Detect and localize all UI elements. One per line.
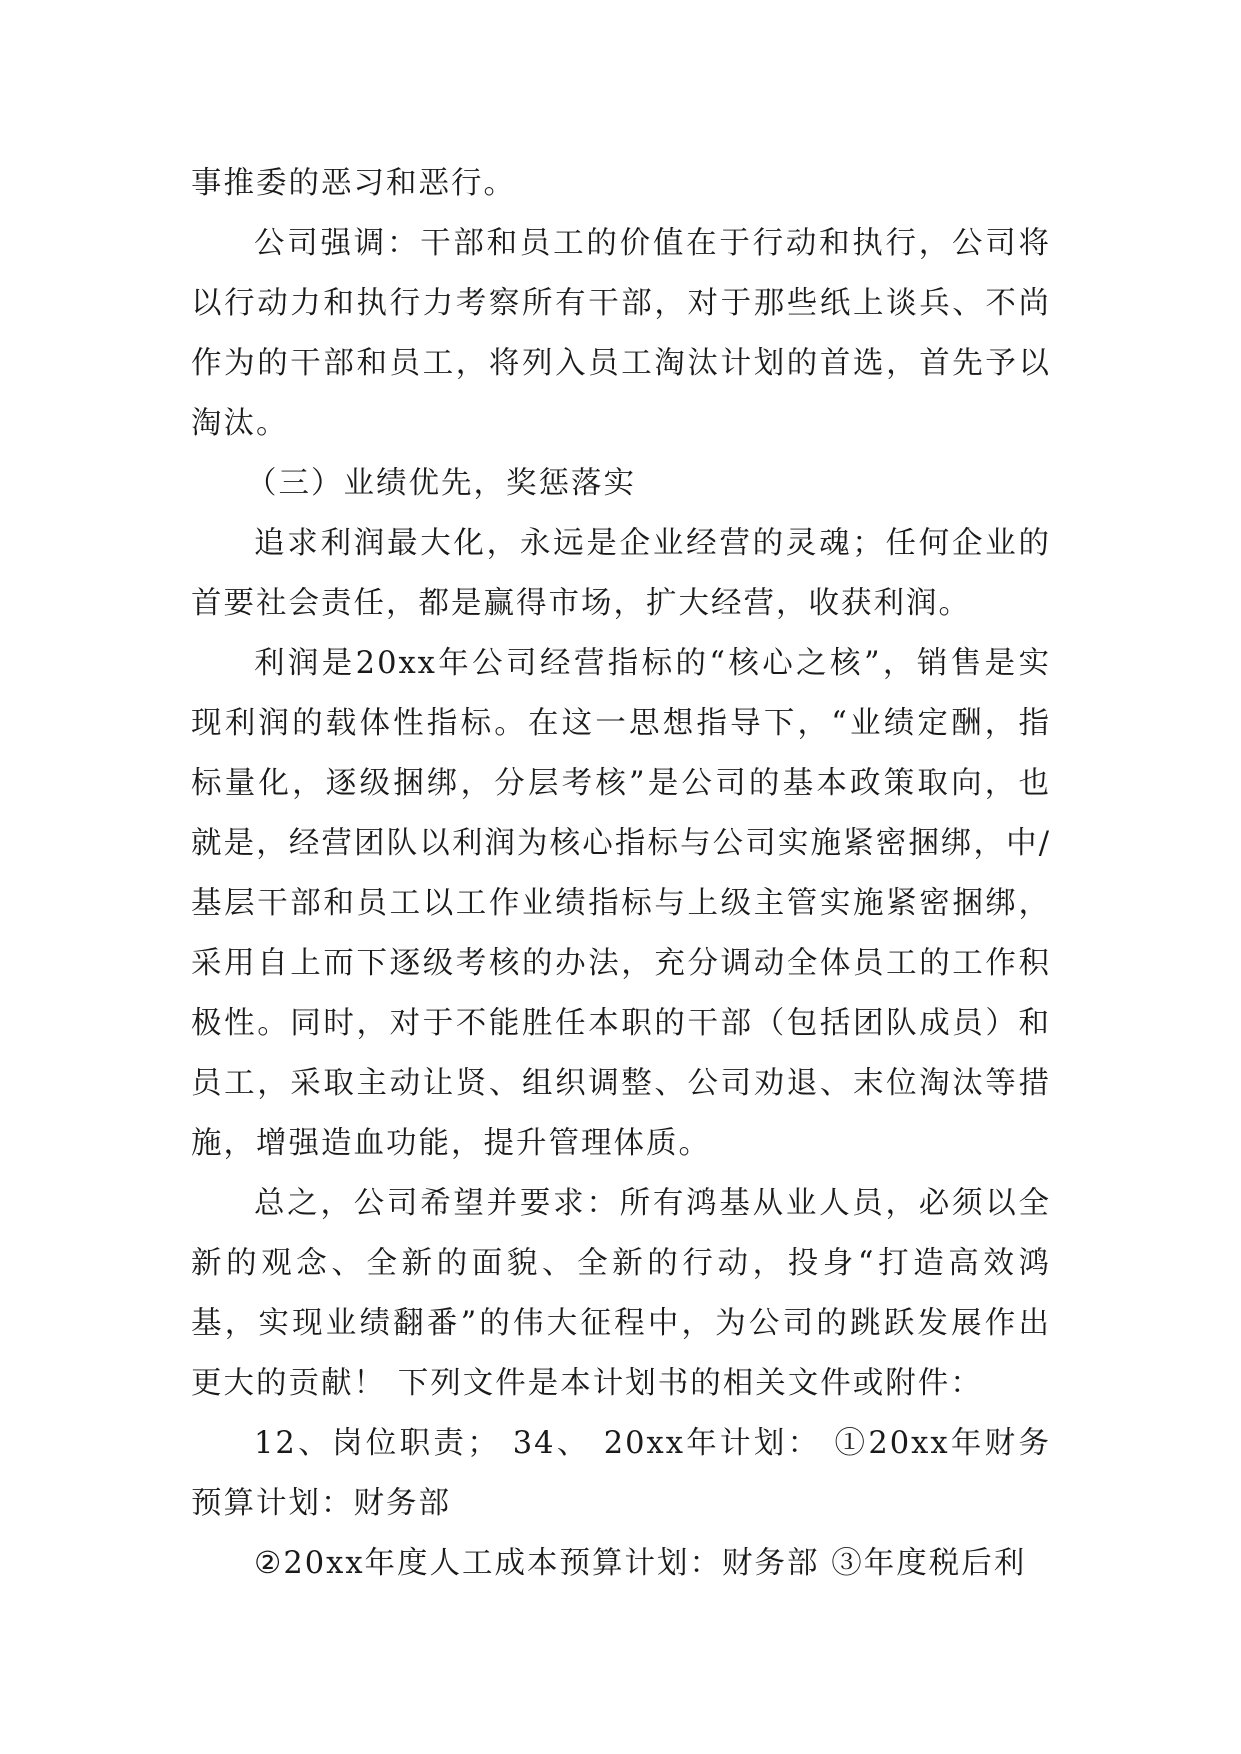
paragraph-attachments-continued: ②20xx年度人工成本预算计划：财务部 ③年度税后利 xyxy=(254,1546,1027,1581)
paragraph-profit-maximization: 追求利润最大化，永远是企业经营的灵魂；任何企业的首要社会责任，都是赢得市场，扩大经营，收获利润。 xyxy=(191,526,1051,621)
paragraph-profit-core: 利润是20xx年公司经营指标的“核心之核”，销售是实现利润的载体性指标。在这一思想指导下，“业绩定酬，指标量化，逐级捆绑，分层考核”是公司的基本政策取向，也就是，经营团队以利润为核心指标与公司实施紧密捆绑，中/基层干部和员工以工作业绩指标与上级主管实施紧密捆绑，采用自上而下逐级考核的办法，充分调动全体员工的工作积极性。同时，对于不能胜任本职的干部（包括团队成员）和员工，采取主动让贤、组织调整、公司劝退、末位淘汰等措施，增强造血功能，提升管理体质。 xyxy=(191,646,1051,1161)
paragraph-continuation: 事推委的恶习和恶行。 xyxy=(191,166,516,201)
document-body xyxy=(191,154,1051,1594)
paragraph-conclusion: 总之，公司希望并要求：所有鸿基从业人员，必须以全新的观念、全新的面貌、全新的行动，投身“打造高效鸿基，实现业绩翻番”的伟大征程中，为公司的跳跃发展作出更大的贡献！ 下列文件是本计划书的相关文件或附件： xyxy=(191,1186,1051,1401)
section-heading-three: （三）业绩优先，奖惩落实 xyxy=(246,466,636,501)
paragraph-company-emphasis: 公司强调：干部和员工的价值在于行动和执行，公司将以行动力和执行力考察所有干部，对于那些纸上谈兵、不尚作为的干部和员工，将列入员工淘汰计划的首选，首先予以淘汰。 xyxy=(191,226,1051,441)
paragraph-attachments-list: 12、岗位职责； 34、 20xx年计划： ①20xx年财务预算计划：财务部 xyxy=(191,1426,1051,1521)
